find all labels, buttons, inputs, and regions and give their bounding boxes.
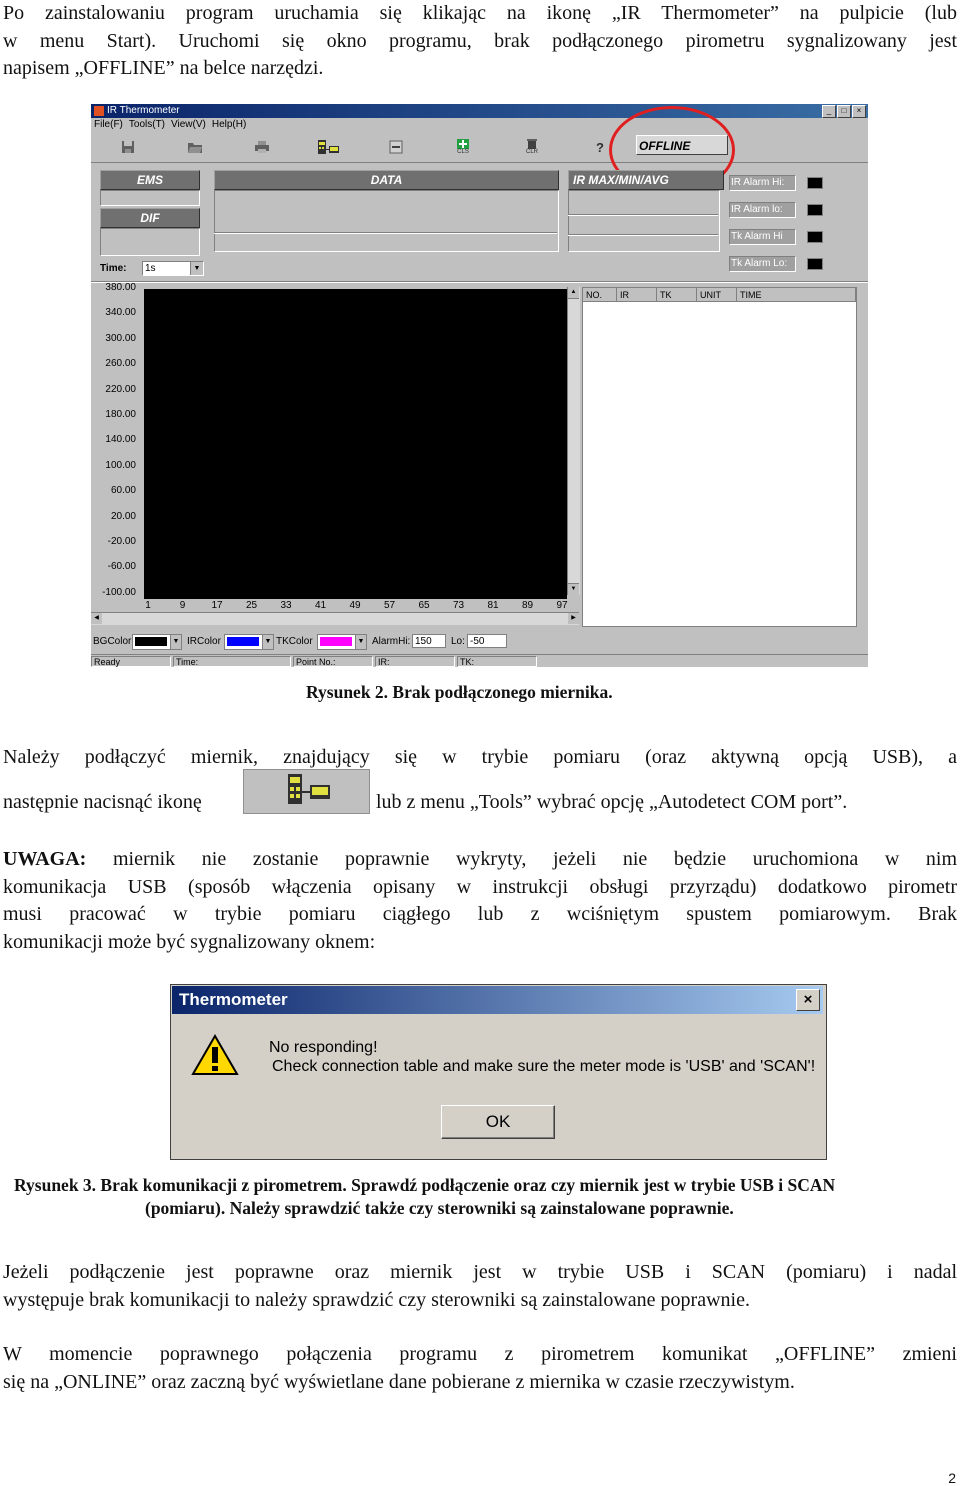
- color-settings-bar: [91, 631, 868, 651]
- y-tick-label: -20.00: [107, 536, 136, 547]
- ems-value-display: [100, 190, 200, 206]
- x-tick-label: 49: [349, 600, 361, 611]
- plot-vertical-scrollbar[interactable]: [567, 287, 580, 595]
- warning-line-4: komunikacji może być sygnalizowany oknem:: [3, 930, 376, 953]
- column-tk[interactable]: TK: [657, 288, 697, 302]
- menu-help[interactable]: Help(H): [211, 119, 247, 130]
- figure-3-caption-line-1: Rysunek 3. Brak komunikacji z pirometrem. Sprawdź podłączenie oraz czy miernik jest w trybie USB i SCAN: [14, 1175, 836, 1195]
- dialog-message-2: Check connection table and make sure the meter mode is 'USB' and 'SCAN'!: [272, 1058, 816, 1075]
- intro-line-2: w menu Start). Uruchomi się okno programu, brak podłączonego pirometru sygnalizowany jest: [3, 29, 957, 52]
- y-tick-label: -60.00: [107, 561, 136, 573]
- y-tick-label: -100.00: [102, 586, 136, 598]
- column-ir[interactable]: IR: [617, 288, 657, 302]
- x-tick-label: 81: [487, 600, 499, 611]
- data-divider: [214, 232, 557, 234]
- connect-instructions: [3, 744, 957, 772]
- connect-line-1: Należy podłączyć miernik, znajdujący się w trybie pomiaru (oraz aktywną opcją USB), a: [3, 746, 957, 768]
- x-tick-label: 57: [383, 600, 396, 611]
- column-time[interactable]: TIME: [737, 288, 856, 302]
- tkcolor-select[interactable]: [317, 634, 367, 650]
- x-tick-label: 17: [211, 600, 223, 611]
- chevron-down-icon[interactable]: ▼: [170, 635, 181, 649]
- clr-button[interactable]: [523, 138, 541, 156]
- paragraph-4-line-2: się na „ONLINE” oraz zaczną być wyświetlane dane pobierane z miernika w czasie rzeczywistym.: [3, 1370, 795, 1393]
- autodetect-com-icon[interactable]: [317, 138, 341, 156]
- cls-label: CLS: [457, 149, 469, 155]
- warning-paragraph: [3, 846, 957, 956]
- x-tick-label: 73: [452, 600, 465, 611]
- x-tick-label: 89: [521, 600, 534, 611]
- window-title: IR Thermometer: [107, 105, 180, 116]
- autodetect-icon-image: [243, 769, 370, 814]
- data-display: [214, 190, 559, 252]
- chevron-down-icon[interactable]: ▼: [190, 262, 203, 275]
- bgcolor-label: BGColor: [93, 636, 132, 647]
- tkcolor-label: TKColor: [276, 636, 313, 647]
- tk-alarm-lo-label: Tk Alarm Lo:: [729, 256, 796, 272]
- warning-label: UWAGA:: [3, 848, 87, 870]
- green-plus-icon: [457, 139, 469, 149]
- time-select[interactable]: [142, 261, 204, 276]
- paragraph-3-line-2: występuje brak komunikacji to należy sprawdzić czy sterowniki są zainstalowane poprawnie.: [3, 1288, 750, 1311]
- ir-max-min-avg-display: [568, 190, 720, 252]
- figure-3-caption-line-2: (pomiaru). Należy sprawdzić także czy sterowniki są zainstalowane poprawnie.: [145, 1198, 734, 1218]
- x-tick-label: 33: [280, 600, 292, 611]
- warning-line-1: miernik nie zostanie poprawnie wykryty, jeżeli nie będzie uruchomiona w nim: [86, 848, 957, 870]
- ir-alarm-hi-label: IR Alarm Hi:: [729, 175, 796, 191]
- x-tick-label: 65: [418, 600, 430, 611]
- y-tick-label: 180.00: [105, 409, 136, 420]
- intro-paragraph: [3, 0, 957, 83]
- ir-divider-1: [568, 214, 718, 216]
- y-tick-label: 340.00: [105, 307, 136, 319]
- statusbar: [91, 654, 868, 667]
- status-tk: TK:: [457, 656, 537, 667]
- autodetect-com-icon: [244, 770, 369, 813]
- status-ready: Ready: [91, 656, 171, 667]
- page-number: 2: [948, 1470, 956, 1486]
- tk-alarm-lo-indicator: [807, 258, 823, 270]
- data-table: [582, 287, 857, 627]
- tk-alarm-hi-label: Tk Alarm Hi: [729, 229, 796, 245]
- tkcolor-swatch: [320, 637, 352, 646]
- menu-view[interactable]: View(V): [171, 119, 206, 130]
- status-ir: IR:: [375, 656, 455, 667]
- paragraph-3-line-1: Jeżeli podłączenie jest poprawne oraz miernik jest w trybie USB i SCAN (pomiaru) i nadal: [3, 1261, 957, 1283]
- y-tick-label: 260.00: [105, 358, 136, 370]
- dif-button[interactable]: DIF: [100, 208, 200, 228]
- thermometer-dialog: [170, 984, 827, 1160]
- dif-value-display: [100, 228, 200, 256]
- chevron-down-icon[interactable]: ▼: [262, 635, 273, 649]
- x-tick-label: 97: [556, 600, 568, 611]
- column-no[interactable]: NO.: [583, 288, 617, 302]
- toolbar: [91, 134, 868, 163]
- chevron-down-icon[interactable]: ▼: [355, 635, 366, 649]
- warning-icon: [191, 1033, 239, 1077]
- x-tick-label: 1: [145, 600, 151, 611]
- close-icon[interactable]: ×: [796, 989, 820, 1011]
- bgcolor-swatch: [135, 637, 167, 646]
- connect-before-icon: następnie nacisnąć ikonę: [3, 791, 202, 813]
- intro-line-1: Po zainstalowaniu program uruchamia się klikając na ikonę „IR Thermometer” na pulpicie (lub: [3, 2, 957, 24]
- ir-thermometer-window: [91, 104, 868, 667]
- dialog-title: Thermometer: [172, 986, 823, 1014]
- warning-line-2: komunikacja USB (sposób włączenia opisany w instrukcji obsługi przyrządu) dodatkowo pirometr: [3, 875, 957, 898]
- ir-divider-2: [568, 234, 718, 236]
- ir-alarm-lo-label: IR Alarm lo:: [729, 202, 796, 218]
- close-button[interactable]: ×: [852, 105, 866, 118]
- dialog-message-1: No responding!: [269, 1039, 378, 1056]
- cls-button[interactable]: [454, 138, 472, 156]
- ircolor-select[interactable]: [224, 634, 274, 650]
- bgcolor-select[interactable]: [132, 634, 182, 650]
- intro-line-3: napisem „OFFLINE” na belce narzędzi.: [3, 57, 324, 79]
- y-tick-label: 380.00: [105, 282, 136, 293]
- y-tick-label: 20.00: [110, 510, 136, 522]
- time-label: Time:: [100, 263, 127, 274]
- alarmhi-label: AlarmHi:: [372, 636, 411, 647]
- scroll-right-icon[interactable]: ▶: [568, 613, 579, 624]
- app-icon: [94, 106, 104, 116]
- clr-label: CLR: [525, 149, 538, 155]
- paragraph-4: [3, 1341, 957, 1396]
- scroll-left-icon[interactable]: ◀: [91, 613, 102, 624]
- connection-status-offline: OFFLINE: [636, 135, 728, 155]
- plot-horizontal-scrollbar[interactable]: [91, 612, 579, 625]
- ir-alarm-lo-indicator: [807, 204, 823, 216]
- ircolor-label: IRColor: [187, 636, 221, 647]
- paragraph-3: [3, 1259, 957, 1314]
- y-tick-label: 300.00: [105, 332, 136, 344]
- x-tick-label: 41: [314, 600, 327, 611]
- ok-button[interactable]: OK: [441, 1105, 555, 1139]
- trash-icon: [526, 139, 538, 149]
- open-folder-icon[interactable]: [186, 138, 204, 156]
- warning-line-3: musi pracować w trybie pomiaru ciągłego lub z wciśniętym spustem pomiarowym. Brak: [3, 903, 957, 925]
- paragraph-4-line-1: W momencie poprawnego połączenia programu z pirometrem komunikat „OFFLINE” zmieni: [3, 1343, 957, 1365]
- lo-label: Lo:: [451, 636, 465, 647]
- y-tick-label: 100.00: [105, 459, 136, 471]
- figure-2-caption: Rysunek 2. Brak podłączonego miernika.: [306, 682, 613, 702]
- ir-max-min-avg-button[interactable]: IR MAX/MIN/AVG: [568, 170, 724, 190]
- menu-file[interactable]: File(F): [94, 119, 123, 130]
- status-point-no: Point No.:: [293, 656, 373, 667]
- print-icon[interactable]: [253, 138, 271, 156]
- tk-alarm-hi-indicator: [807, 231, 823, 243]
- minus-icon[interactable]: [387, 138, 405, 156]
- column-unit[interactable]: UNIT: [697, 288, 737, 302]
- ems-button[interactable]: EMS: [100, 170, 200, 190]
- lo-input[interactable]: -50: [467, 634, 507, 648]
- temperature-plot: [144, 289, 567, 599]
- menubar: [91, 119, 868, 133]
- window-titlebar: [91, 104, 868, 118]
- scroll-up-icon[interactable]: ▲: [568, 287, 579, 299]
- status-time: Time:: [173, 656, 291, 667]
- x-tick-label: 9: [179, 600, 186, 611]
- alarmhi-input[interactable]: 150: [412, 634, 446, 648]
- save-icon[interactable]: [119, 138, 137, 156]
- y-tick-label: 60.00: [110, 485, 136, 497]
- menu-tools[interactable]: Tools(T): [128, 119, 166, 130]
- ircolor-swatch: [227, 637, 259, 646]
- y-tick-label: 220.00: [105, 383, 136, 395]
- section-divider: [91, 281, 868, 283]
- time-select-value: 1s: [145, 263, 156, 274]
- data-button[interactable]: DATA: [214, 170, 559, 190]
- ir-alarm-hi-indicator: [807, 177, 823, 189]
- x-tick-label: 25: [245, 600, 258, 611]
- connect-after-icon: lub z menu „Tools” wybrać opcję „Autodetect COM port”.: [376, 791, 848, 813]
- maximize-button[interactable]: □: [837, 105, 851, 118]
- table-header-row: [583, 288, 856, 302]
- help-icon[interactable]: ?: [596, 139, 604, 155]
- scroll-down-icon[interactable]: ▼: [568, 583, 579, 595]
- minimize-button[interactable]: _: [822, 105, 836, 118]
- y-tick-label: 140.00: [105, 434, 136, 446]
